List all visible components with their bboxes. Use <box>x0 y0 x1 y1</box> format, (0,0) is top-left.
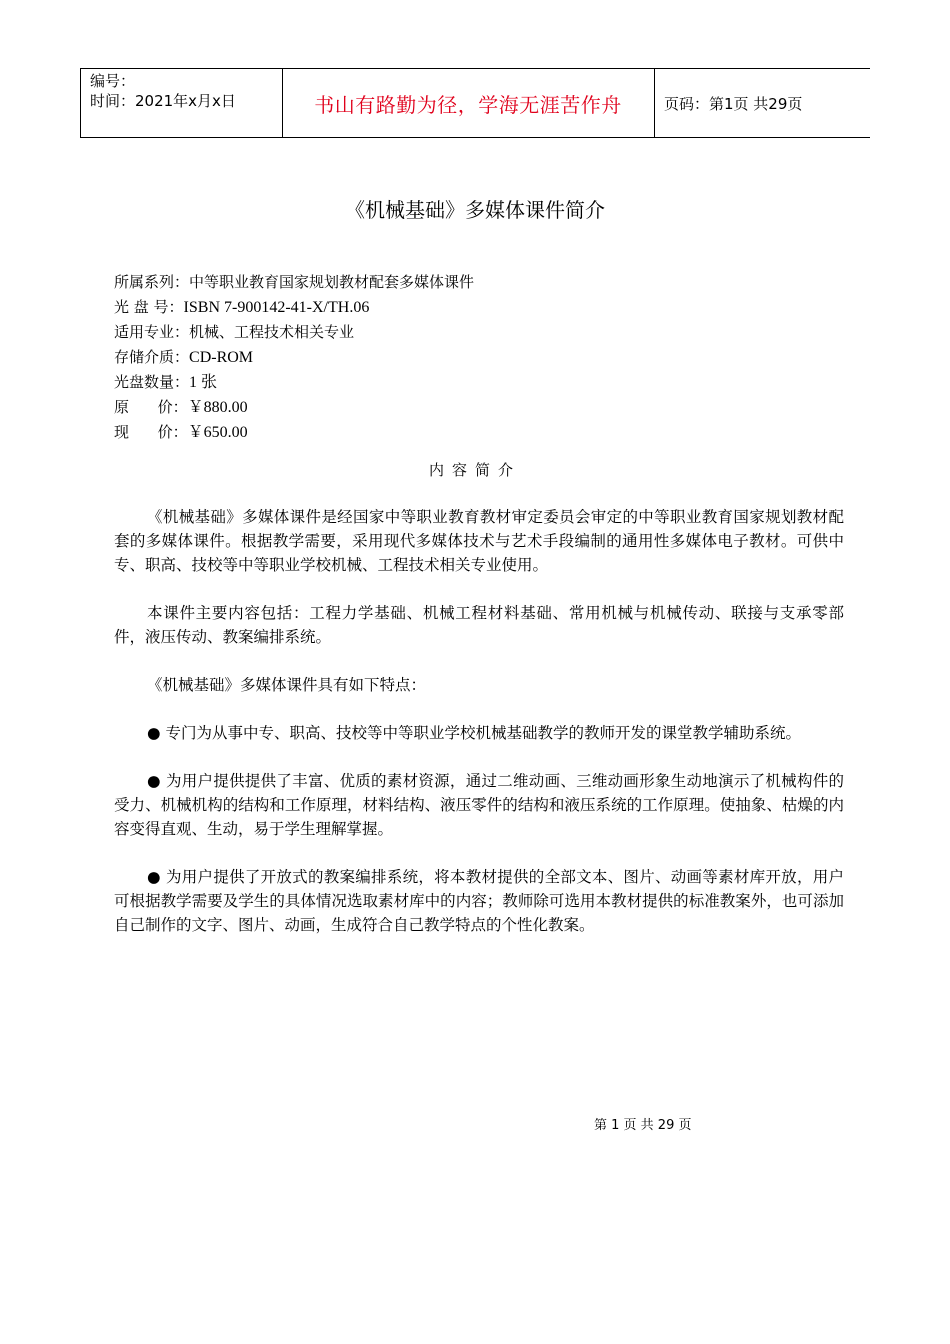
meta-row <box>114 270 474 295</box>
meta-row <box>114 395 474 420</box>
footer-page-number: 第 1 页 共 29 页 <box>594 1118 692 1133</box>
header-number: 编号： <box>90 72 136 90</box>
paragraph: 《机械基础》多媒体课件是经国家中等职业教育教材审定委员会审定的中等职业教育国家规划教材配套的多媒体课件。根据教学需要，采用现代多媒体技术与艺术手段编制的通用性多媒体电子教材。可供中专、职高、技校等中等职业学校机械、工程技术相关专业使用。 <box>114 508 844 574</box>
header-date: 时间：2021年x月x日 <box>90 92 236 110</box>
document-title: 《机械基础》多媒体课件简介 <box>345 198 605 222</box>
paragraph: 《机械基础》多媒体课件具有如下特点： <box>147 676 427 694</box>
meta-label: 原 价： <box>114 398 188 416</box>
meta-value: ￥880.00 <box>187 399 248 416</box>
header-page-number: 页码：第1页 共29页 <box>664 95 803 113</box>
bullet-paragraph: ● 为用户提供了开放式的教案编排系统，将本教材提供的全部文本、图片、动画等素材库开放，用户可根据教学需要及学生的具体情况选取素材库中的内容；教师除可选用本教材提供的标准教案外，也可添加自己制作的文字、图片、动画，生成符合自己教学特点的个性化教案。 <box>114 868 844 934</box>
meta-label: 光 盘 号： <box>114 298 184 316</box>
meta-value: ￥650.00 <box>187 424 248 441</box>
meta-value: 中等职业教育国家规划教材配套多媒体课件 <box>189 273 475 291</box>
section-title: 内容简介 <box>428 461 521 479</box>
header-motto: 书山有路勤为径，学海无涯苦作舟 <box>314 93 622 117</box>
meta-row <box>114 420 474 445</box>
bullet-paragraph: ● 专门为从事中专、职高、技校等中等职业学校机械基础教学的教师开发的课堂教学辅助系统。 <box>147 724 801 742</box>
meta-label: 现 价： <box>114 423 188 441</box>
meta-label: 存储介质： <box>114 348 190 366</box>
header-info-cell <box>90 71 236 111</box>
meta-row <box>114 295 474 320</box>
body-text <box>114 505 844 961</box>
header-border-left <box>80 69 81 137</box>
meta-row <box>114 320 474 345</box>
meta-value: 机械、工程技术相关专业 <box>189 323 355 341</box>
meta-row <box>114 370 474 395</box>
header-table <box>80 68 870 138</box>
meta-list <box>114 270 474 445</box>
meta-value: ISBN 7-900142-41-X/TH.06 <box>183 299 370 316</box>
meta-label: 所属系列： <box>114 273 190 291</box>
paragraph: 本课件主要内容包括：工程力学基础、机械工程材料基础、常用机械与机械传动、联接与支承零部件，液压传动、教案编排系统。 <box>114 604 844 646</box>
meta-label: 适用专业： <box>114 323 190 341</box>
bullet-paragraph: ● 为用户提供提供了丰富、优质的素材资源，通过二维动画、三维动画形象生动地演示了机械构件的受力、机械机构的结构和工作原理，材料结构、液压零件的结构和液压系统的工作原理。使抽象、枯燥的内容变得直观、生动，易于学生理解掌握。 <box>114 772 844 838</box>
meta-value: 1 张 <box>189 374 218 391</box>
meta-label: 光盘数量： <box>114 373 190 391</box>
header-divider-2 <box>654 69 655 137</box>
meta-row <box>114 345 474 370</box>
meta-value: CD-ROM <box>189 349 254 366</box>
